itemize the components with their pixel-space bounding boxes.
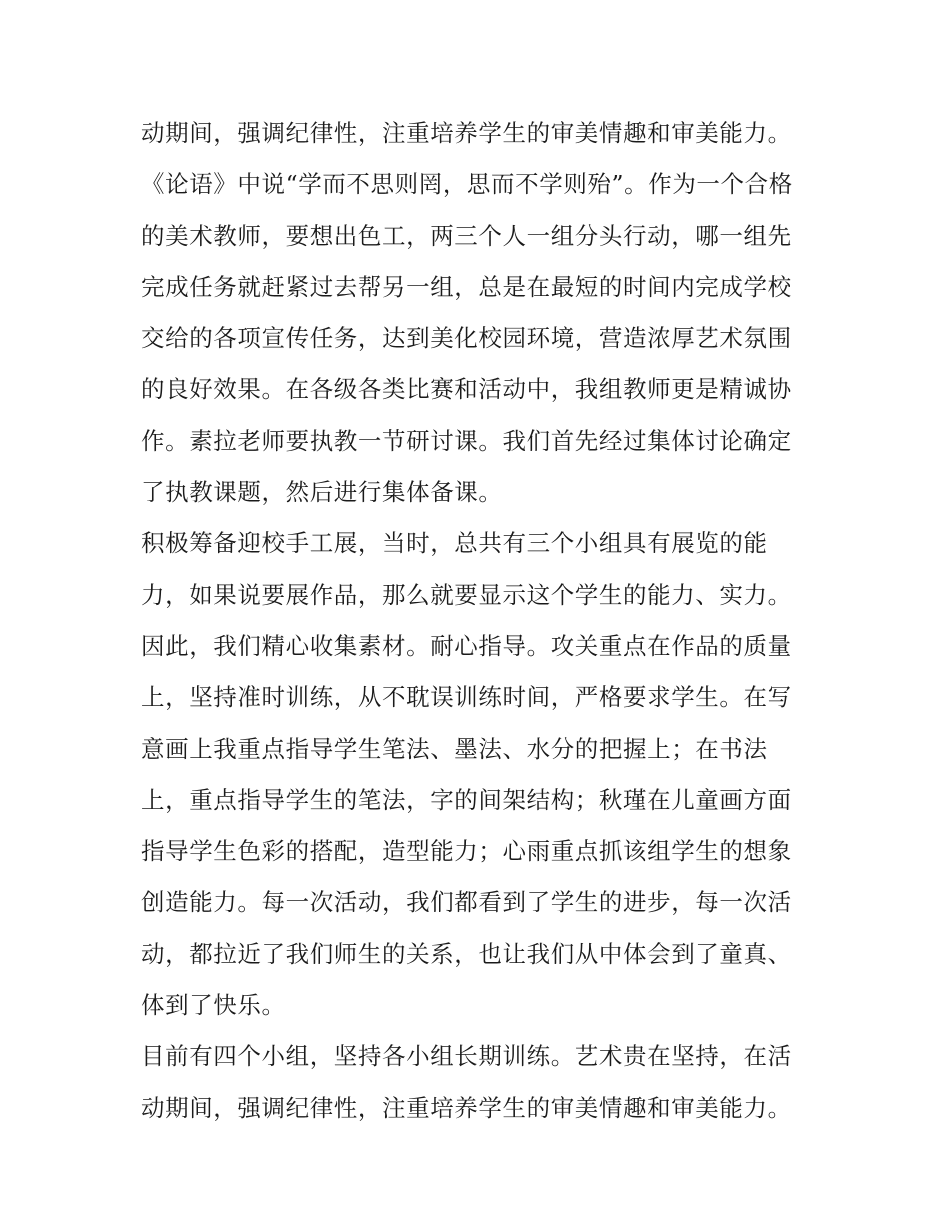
text-line: 意画上我重点指导学生笔法、墨法、水分的把握上；在书法 [141, 734, 768, 763]
text-line: 交给的各项宣传任务，达到美化校园环境，营造浓厚艺术氛围 [141, 324, 792, 353]
text-line: 力，如果说要展作品，那么就要显示这个学生的能力、实力。 [141, 580, 792, 609]
body-text [141, 108, 821, 1134]
text-line: 的美术教师，要想出色工，两三个人一组分头行动，哪一组先 [141, 221, 792, 250]
text-line: 作。素拉老师要执教一节研讨课。我们首先经过集体讨论确定 [141, 426, 792, 455]
text-line: 积极筹备迎校手工展，当时，总共有三个小组具有展览的能 [141, 529, 768, 558]
text-line: 的良好效果。在各级各类比赛和活动中，我组教师更是精诚协 [141, 375, 792, 404]
text-line: 指导学生色彩的搭配，造型能力；心雨重点抓该组学生的想象 [141, 837, 792, 866]
text-line: 目前有四个小组，坚持各小组长期训练。艺术贵在坚持，在活 [141, 1042, 792, 1071]
text-line: 动期间，强调纪律性，注重培养学生的审美情趣和审美能力。 [141, 119, 792, 147]
text-line: 上，坚持准时训练，从不耽误训练时间，严格要求学生。在写 [141, 683, 792, 712]
text-line: 《论语》中说“学而不思则罔，思而不学则殆”。作为一个合格 [141, 170, 793, 199]
text-line: 上，重点指导学生的笔法，字的间架结构；秋瑾在儿童画方面 [141, 785, 792, 814]
text-line: 了执教课题，然后进行集体备课。 [141, 478, 503, 507]
text-line: 创造能力。每一次活动，我们都看到了学生的进步，每一次活 [141, 888, 792, 917]
text-line: 体到了快乐。 [141, 991, 286, 1020]
text-line: 完成任务就赶紧过去帮另一组，总是在最短的时间内完成学校 [141, 272, 792, 301]
text-line: 因此，我们精心收集素材。耐心指导。攻关重点在作品的质量 [141, 631, 792, 660]
text-line: 动，都拉近了我们师生的关系，也让我们从中体会到了童真、 [141, 939, 792, 968]
text-line: 动期间，强调纪律性，注重培养学生的审美情趣和审美能力。 [141, 1093, 792, 1122]
